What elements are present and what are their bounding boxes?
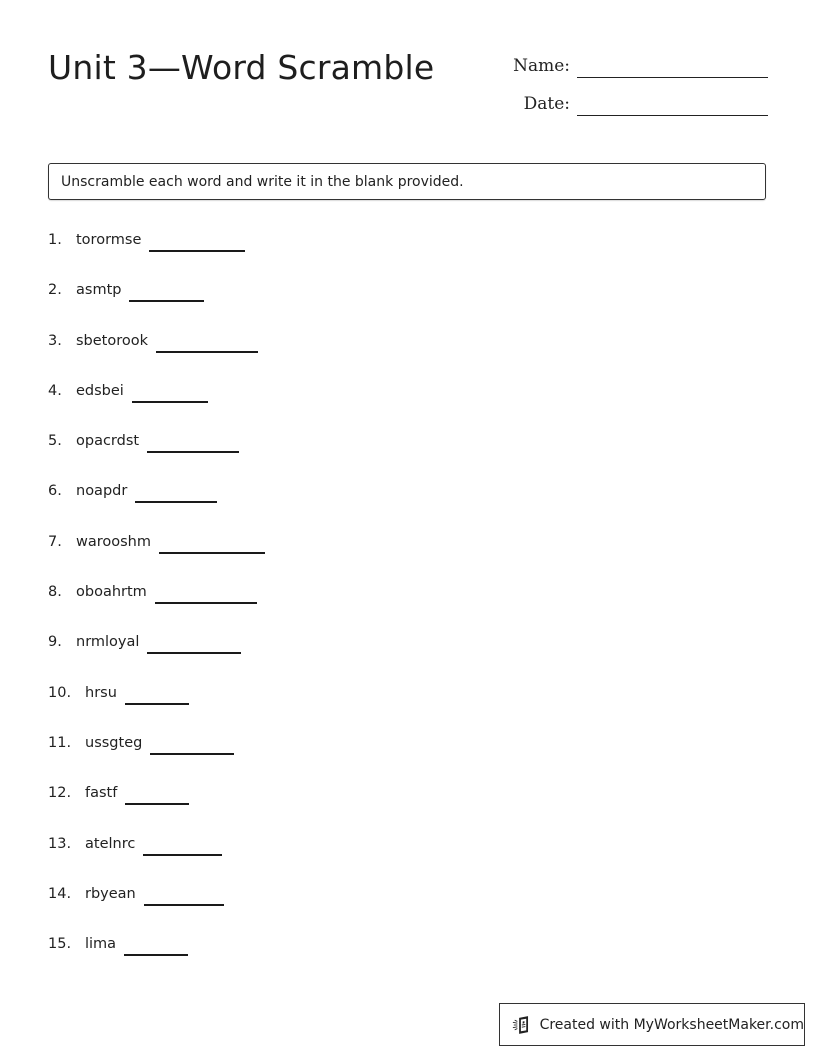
scrambled-word: torormse	[76, 232, 142, 248]
item-number: 5.	[48, 433, 62, 450]
badge-text: Created with MyWorksheetMaker.com	[539, 1016, 804, 1033]
answer-blank[interactable]	[156, 351, 258, 353]
item-number: 11.	[48, 734, 72, 751]
item-number: 15.	[48, 936, 72, 953]
scramble-item	[48, 228, 648, 278]
scramble-item	[48, 278, 648, 328]
item-number: 14.	[48, 885, 72, 902]
scrambled-word: edsbei	[76, 382, 124, 399]
worksheet-title: Unit 3—Word Scramble	[48, 48, 435, 87]
answer-blank[interactable]	[147, 652, 241, 654]
answer-blank[interactable]	[143, 854, 222, 856]
item-number: 13.	[48, 835, 72, 852]
answer-blank[interactable]	[129, 300, 204, 302]
item-number: 7.	[48, 533, 62, 550]
name-blank-line[interactable]	[577, 77, 768, 78]
scrambled-word: warooshm	[76, 533, 151, 550]
name-field[interactable]	[500, 52, 768, 78]
answer-blank[interactable]	[132, 401, 208, 403]
item-number: 4.	[48, 382, 62, 399]
item-number: 2.	[48, 282, 62, 299]
answer-blank[interactable]	[144, 904, 224, 906]
answer-blank[interactable]	[159, 552, 265, 554]
date-label: Date:	[523, 94, 570, 114]
item-number: 1.	[48, 232, 62, 248]
answer-blank[interactable]	[147, 451, 239, 453]
answer-blank[interactable]	[149, 250, 245, 252]
item-number: 10.	[48, 684, 72, 701]
scramble-item	[48, 329, 648, 379]
scrambled-word: noapdr	[76, 483, 128, 500]
created-with-badge[interactable]	[499, 1003, 805, 1046]
instructions-box: Unscramble each word and write it in the blank provided.	[48, 163, 766, 200]
scrambled-word: hrsu	[85, 684, 117, 701]
item-number: 6.	[48, 483, 62, 500]
scrambled-word: asmtp	[76, 282, 122, 299]
scrambled-word: fastf	[85, 785, 118, 802]
answer-blank[interactable]	[124, 954, 188, 956]
scramble-item	[48, 429, 648, 479]
date-blank-line[interactable]	[577, 115, 768, 116]
scramble-item	[48, 630, 648, 680]
scrambled-word: rbyean	[85, 885, 136, 902]
answer-blank[interactable]	[125, 803, 189, 805]
scrambled-word: lima	[85, 936, 117, 953]
answer-blank[interactable]	[125, 703, 189, 705]
scrambled-word: atelnrc	[85, 835, 136, 852]
item-number: 3.	[48, 332, 62, 349]
answer-blank[interactable]	[150, 753, 234, 755]
scramble-item	[48, 580, 648, 630]
scramble-item	[48, 731, 648, 781]
scramble-item	[48, 681, 648, 731]
scramble-item	[48, 932, 648, 982]
item-number: 9.	[48, 634, 62, 651]
scrambled-word: opacrdst	[76, 433, 140, 450]
answer-blank[interactable]	[155, 602, 257, 604]
scramble-item	[48, 479, 648, 529]
scramble-item	[48, 379, 648, 429]
answer-blank[interactable]	[135, 501, 217, 503]
scramble-item	[48, 781, 648, 831]
scramble-item	[48, 530, 648, 580]
scrambled-word: sbetorook	[76, 332, 149, 349]
scramble-item	[48, 832, 648, 882]
scramble-item	[48, 882, 648, 932]
scrambled-word: nrmloyal	[76, 634, 140, 651]
book-sparkle-icon	[512, 1014, 532, 1036]
scrambled-word: ussgteg	[85, 734, 143, 751]
scramble-list	[48, 228, 648, 982]
item-number: 12.	[48, 785, 72, 802]
item-number: 8.	[48, 584, 62, 601]
scrambled-word: oboahrtm	[76, 584, 147, 601]
date-field[interactable]	[500, 90, 768, 116]
name-label: Name:	[513, 56, 570, 76]
